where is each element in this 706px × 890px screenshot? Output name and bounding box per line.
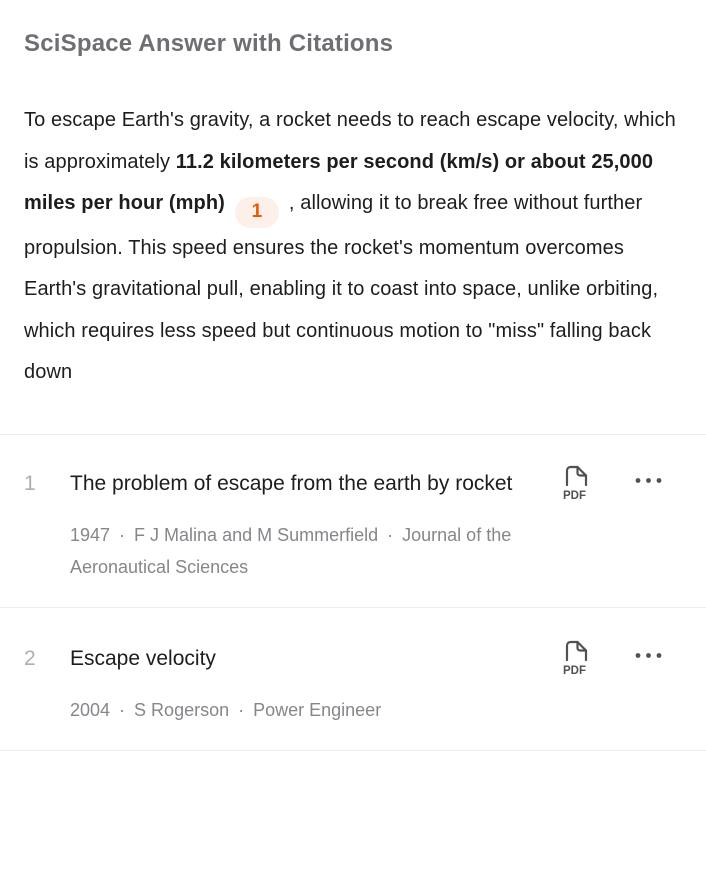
pdf-button[interactable] [561,465,591,501]
citation-venue: Power Engineer [253,699,382,720]
pdf-icon-label: PDF [563,664,586,676]
citation-actions [561,463,682,501]
citation-index: 1 [24,471,36,495]
divider [0,750,706,751]
citation-meta [70,519,532,583]
answer-panel [0,30,706,890]
more-options-button[interactable] [635,477,662,484]
pdf-file-icon [561,640,591,676]
citation-body [70,638,532,726]
answer-text [24,100,682,394]
citation-year: 2004 [70,699,111,720]
answer-highlight: 11.2 kilometers per second (km/s) or about 25,000 miles per hour (mph) [24,150,654,214]
citation-title[interactable]: The problem of escape from the earth by rocket [70,471,513,495]
citation-year: 1947 [70,524,111,545]
citation-row [0,608,706,750]
citation-body [70,463,532,583]
answer-text-before: To escape Earth's gravity, a rocket needs to reach escape velocity, which is approximately [24,109,676,173]
answer-text-after: , allowing it to break free without further propulsion. This speed ensures the rocket's momentum overcomes Earth's gravitational pull, enabling it to coast into space, unlike orbiting, which requires less speed but continuous motion to "miss" falling back down [24,192,659,383]
citation-authors: S Rogerson [134,699,230,720]
meta-separator-dot: · [119,524,126,545]
ellipsis-icon [635,477,662,484]
pdf-icon-label: PDF [563,489,586,501]
pdf-file-icon [561,465,591,501]
ellipsis-icon [635,652,662,659]
pdf-button[interactable] [561,640,591,676]
meta-separator-dot: · [387,524,394,545]
citation-venue: Journal of the Aeronautical Sciences [70,524,512,577]
page-title: SciSpace Answer with Citations [24,30,394,57]
citation-title[interactable]: Escape velocity [70,646,216,670]
more-options-button[interactable] [635,652,662,659]
meta-separator-dot: · [119,699,126,720]
citation-authors: F J Malina and M Summerfield [134,524,379,545]
citation-row [0,435,706,607]
citation-badge[interactable]: 1 [235,197,279,228]
meta-separator-dot: · [238,699,245,720]
citation-meta [70,694,532,726]
citation-index: 2 [24,646,36,670]
citation-actions [561,638,682,676]
